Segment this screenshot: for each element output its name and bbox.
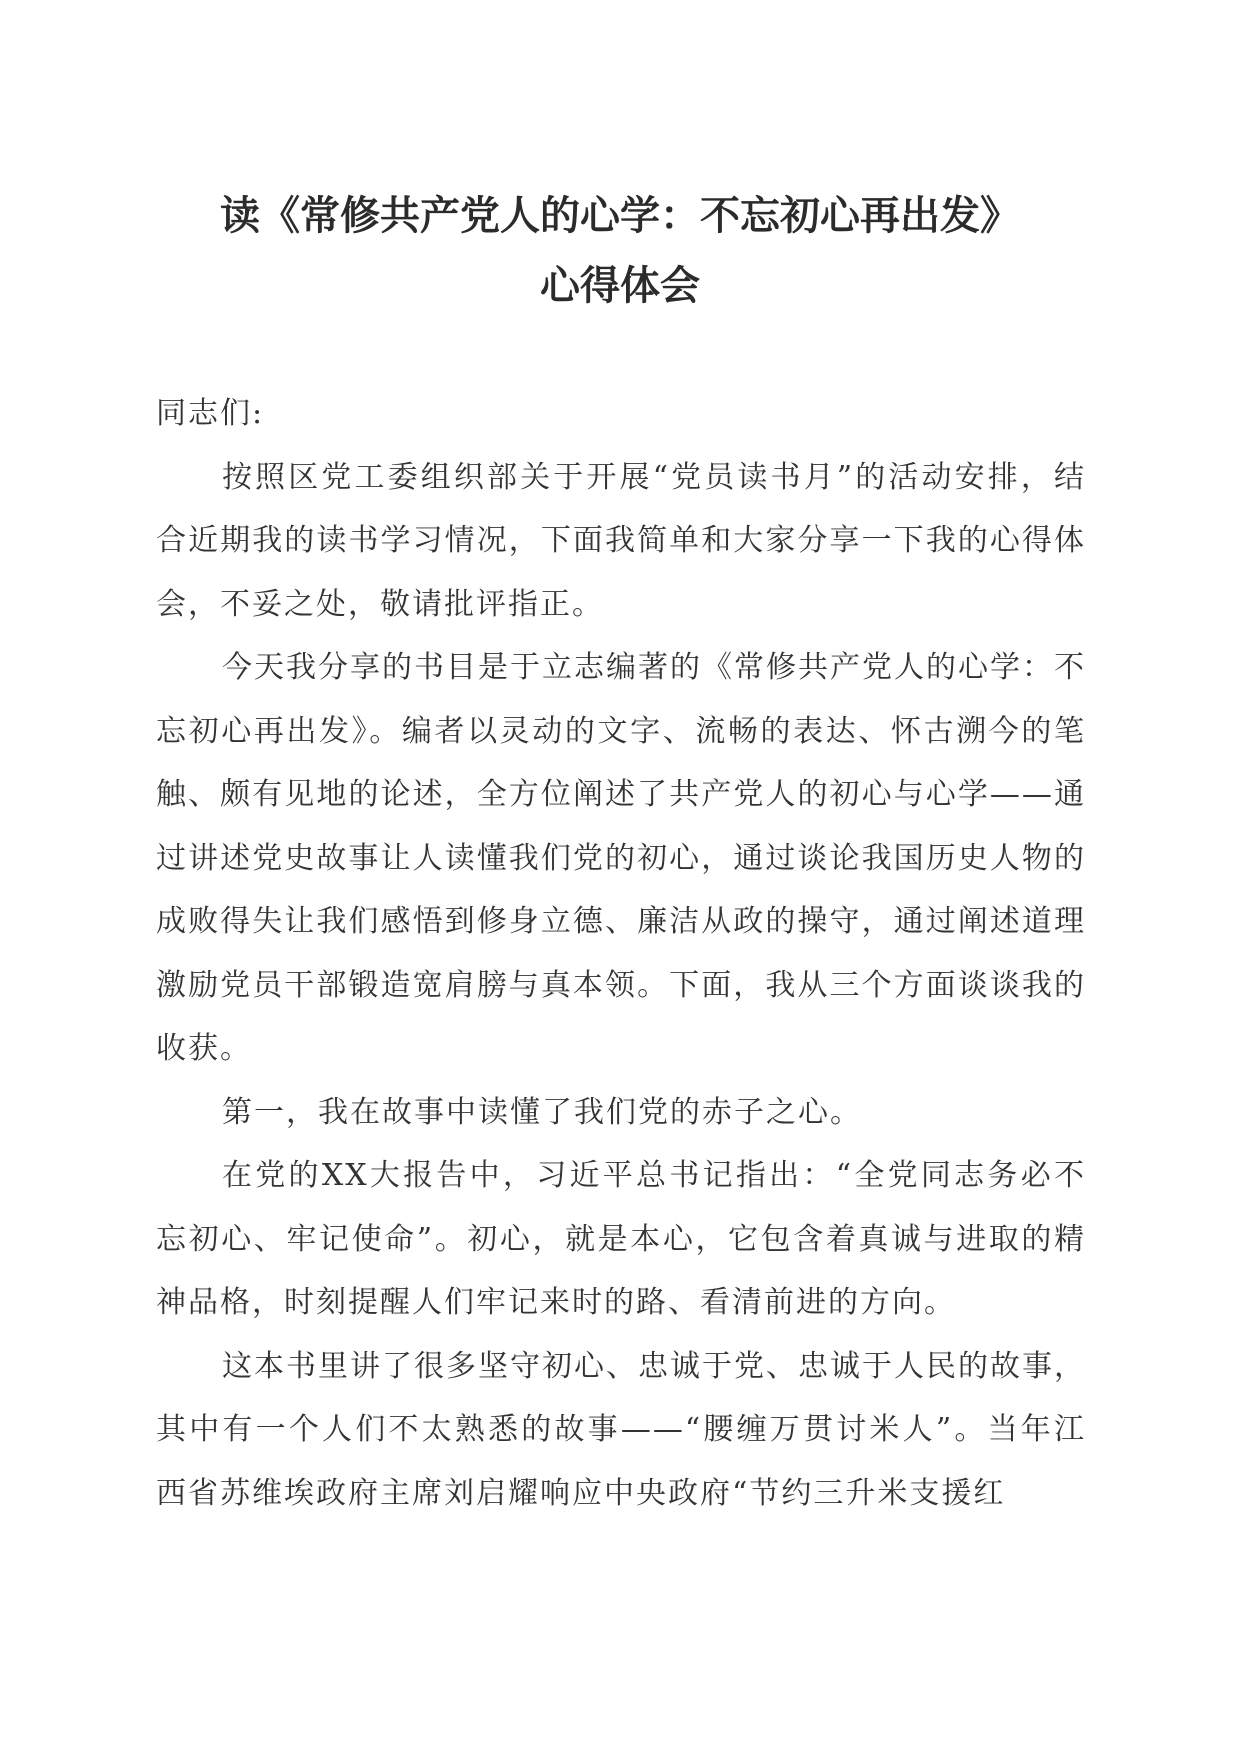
document-title-line-2: 心得体会 xyxy=(540,263,700,309)
paragraph: 按照区党工委组织部关于开展“党员读书月”的活动安排，结合近期我的读书学习情况，下面我简单和大家分享一下我的心得体会，不妥之处，敬请批评指正。 xyxy=(156,459,1086,622)
paragraph: 今天我分享的书目是于立志编著的《常修共产党人的心学：不忘初心再出发》。编者以灵动的文字、流畅的表达、怀古溯今的笔触、颇有见地的论述，全方位阐述了共产党人的初心与心学——通过讲述党史故事让人读懂我们党的初心，通过谈论我国历史人物的成败得失让我们感悟到修身立德、廉洁从政的操守，通过阐述道理激励党员干部锻造宽肩膀与真本领。下面，我从三个方面谈谈我的收获。 xyxy=(156,650,1086,1066)
salutation: 同志们: xyxy=(156,396,265,431)
paragraph: 在党的XX大报告中，习近平总书记指出：“全党同志务必不忘初心、牢记使命”。初心，就是本心，它包含着真诚与进取的精神品格，时刻提醒人们牢记来时的路、看清前进的方向。 xyxy=(156,1158,1086,1320)
document-body xyxy=(156,382,1086,1525)
paragraph: 这本书里讲了很多坚守初心、忠诚于党、忠诚于人民的故事，其中有一个人们不太熟悉的故事——“腰缠万贯讨米人”。当年江西省苏维埃政府主席刘启耀响应中央政府“节约三升米支援红 xyxy=(156,1348,1086,1511)
document-title-line-1: 读《常修共产党人的心学：不忘初心再出发》 xyxy=(220,193,1020,239)
section-heading: 第一，我在故事中读懂了我们党的赤子之心。 xyxy=(222,1094,862,1130)
